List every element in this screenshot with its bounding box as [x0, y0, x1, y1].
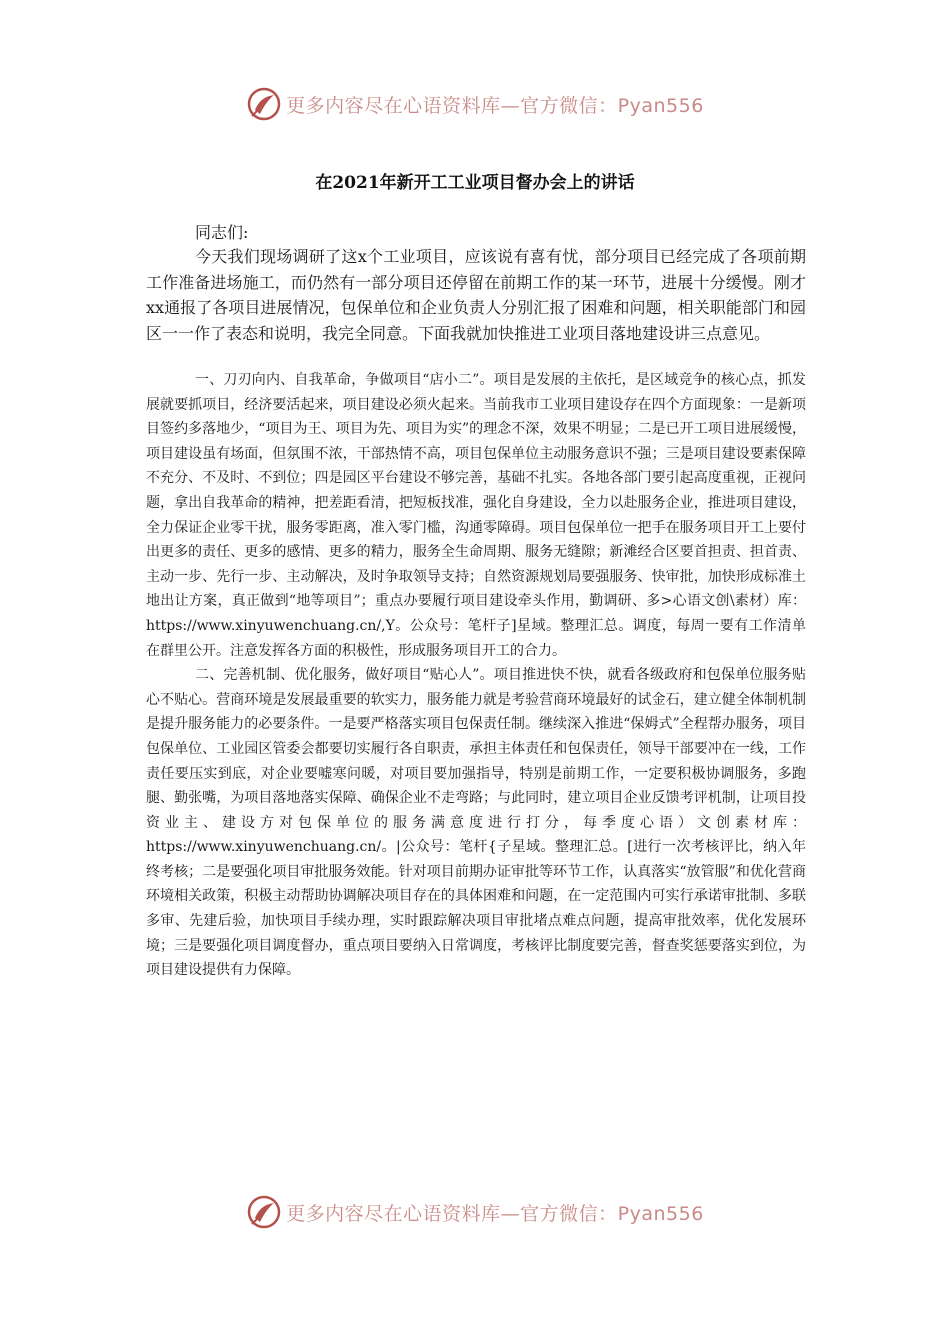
brand-logo-icon — [246, 1194, 282, 1230]
document-title: 在2021年新开工工业项目督办会上的讲话 — [315, 173, 635, 193]
brand-logo-icon — [246, 86, 282, 122]
greeting: 同志们: — [195, 223, 249, 242]
watermark-text: 更多内容尽在心语资料库—官方微信：Pyan556 — [286, 1202, 704, 1225]
intro-paragraph: 今天我们现场调研了这x个工业项目，应该说有喜有忧，部分项目已经完成了各项前期工作准备进场施工，而仍然有一部分项目还停留在前期工作的某一环节，进展十分缓慢。刚才xx通报了各项目进展情况，包保单位和企业负责人分别汇报了困难和问题，相关职能部门和园区一一作了表态和说明，我完全同意。下面我就加快推进工业项目落地建设讲三点意见。 — [146, 247, 806, 343]
section-2-paragraph: 二、完善机制、优化服务，做好项目“贴心人”。项目推进快不快，就看各级政府和包保单位服务贴心不贴心。营商环境是发展最重要的软实力，服务能力就是考验营商环境最好的试金石，建立健全体制机制是提升服务能力的必要条件。一是要严格落实项目包保责任制。继续深入推进“保姆式”全程帮办服务，项目包保单位、工业园区管委会都要切实履行各自职责，承担主体责任和包保责任，领导干部要冲在一线，工作责任要压实到底，对企业要嘘寒问暖，对项目要加强指导，特别是前期工作，一定要积极协调服务，多跑腿、勤张嘴，为项目落地落实保障、确保企业不走弯路；与此同时，建立项目企业反馈考评机制，让项目投资业主、建设方对包保单位的服务满意度进行打分，每季度心语）文创素材库：https://www.xinyuwenchuang.cn/。|公众号：笔杆{子星域。整理汇总。[进行一次考核评比，纳入年终考核；二是要强化项目审批服务效能。针对项目前期办证审批等环节工作，认真落实“放管服”和优化营商环境相关政策，积极主动帮助协调解决项目存在的具体困难和问题，在一定范围内可实行承诺审批制、多联多审、先建后验，加快项目手续办理，实时跟踪解决项目审批堵点难点问题，提高审批效率，优化发展环境；三是要强化项目调度督办，重点项目要纳入日常调度，考核评比制度要完善，督查奖惩要落实到位，为项目建设提供有力保障。 — [146, 667, 806, 979]
document-body — [146, 368, 806, 983]
watermark-text: 更多内容尽在心语资料库—官方微信：Pyan556 — [286, 94, 704, 117]
section-1-paragraph: 一、刀刃向内、自我革命，争做项目“店小二”。项目是发展的主依托，是区域竞争的核心点，抓发展就要抓项目，经济要活起来，项目建设必须火起来。当前我市工业项目建设存在四个方面现象：一是新项目签约多落地少，“项目为王、项目为先、项目为实”的理念不深，效果不明显；二是已开工项目进展缓慢，项目建设虽有场面，但氛围不浓，干部热情不高，项目包保单位主动服务意识不强；三是项目建设要素保障不充分、不及时、不到位；四是园区平台建设不够完善，基础不扎实。各地各部门要引起高度重视，正视问题，拿出自我革命的精神，把差距看清，把短板找准，强化自身建设，全力以赴服务企业，推进项目建设，全力保证企业零干扰，服务零距离，准入零门槛，沟通零障碍。项目包保单位一把手在服务项目开工上要付出更多的责任、更多的感情、更多的精力，服务全生命周期、服务无缝隙；新滩经合区要首担责、担首责、主动一步、先行一步、主动解决，及时争取领导支持；自然资源规划局要强服务、快审批，加快形成标准土地出让方案，真正做到“地等项目”；重点办要履行项目建设牵头作用，勤调研、多>心语文创\素材）库：https://www.xinyuwenchuang.cn/,Y。公众号：笔杆子]星域。整理汇总。调度，每周一要有工作清单在群里公开。注意发挥各方面的积极性，形成服务项目开工的合力。 — [146, 372, 806, 659]
watermark-footer — [0, 1192, 950, 1232]
watermark-header — [0, 84, 950, 124]
